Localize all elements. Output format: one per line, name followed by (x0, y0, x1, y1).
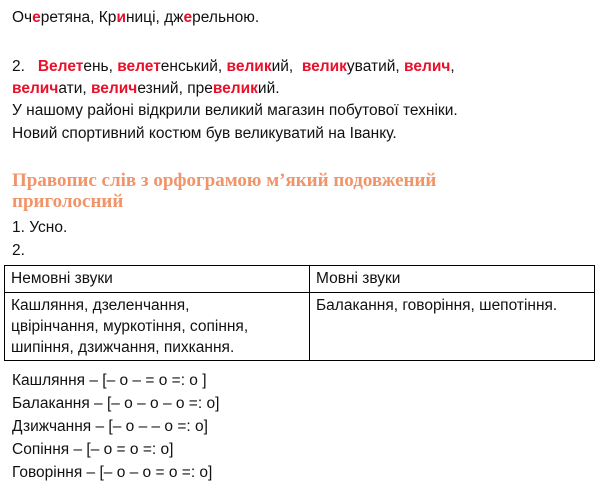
text-line-3 (12, 79, 280, 99)
sentence-1: У нашому районі відкрили великий магазин побутової техніки. (12, 102, 458, 119)
scheme-line: Дзижчання – [– о – – о =: о] (12, 418, 208, 435)
word-part: езний, пре (137, 80, 213, 97)
scheme-line: Сопіння – [– о = о =: о] (12, 441, 174, 458)
highlighted-root: велик (226, 58, 272, 75)
section-heading: Правопис слів з орфограмою м’який подовжений приголосний (12, 170, 437, 212)
table-row (5, 293, 595, 361)
scheme-line: Кашляння – [– о – = о =: о ] (12, 372, 207, 389)
highlighted-root: велик (301, 58, 347, 75)
text-line-1: Очеретяна, Криниці, джерельною. (12, 9, 260, 26)
highlighted-root: велик (212, 80, 258, 97)
cell-line: цвірінчання, муркотіння, сопіння, (11, 318, 249, 335)
word-part: ень, (83, 58, 118, 75)
word-list (12, 80, 280, 97)
cell-line: Кашляння, дзеленчання, (11, 297, 190, 314)
word-part: ий, (271, 58, 302, 75)
cell-nonspeech-words (5, 293, 310, 361)
highlighted-root: велич (12, 80, 59, 97)
task-2: 2. (12, 242, 25, 259)
word-part: ий. (257, 80, 280, 97)
cell-line: Балакання, говоріння, шепотіння. (316, 297, 558, 314)
header-nonspeech-sounds: Немовні звуки (5, 266, 310, 293)
sentence-2: Новий спортивний костюм був великуватий на Іванку. (12, 125, 397, 142)
word-part: ати, (58, 80, 91, 97)
cell-line: шипіння, дзижчання, пихкання. (11, 339, 235, 356)
text-line-2 (12, 57, 455, 77)
word-list (38, 58, 455, 75)
word-part: , (450, 58, 455, 75)
task-1: 1. Усно. (12, 219, 68, 236)
highlighted-root: велич (404, 58, 451, 75)
table-header-row (5, 266, 595, 293)
scheme-line: Балакання – [– о – о – о =: о] (12, 395, 220, 412)
item-number: 2. (12, 58, 34, 75)
word-part: енський, (160, 58, 227, 75)
header-speech-sounds: Мовні звуки (310, 266, 595, 293)
word-part: уватий, (346, 58, 405, 75)
scheme-line: Говоріння – [– о – о = о =: о] (12, 464, 213, 481)
highlighted-root: велет (117, 58, 161, 75)
highlighted-root: Велет (37, 58, 84, 75)
cell-speech-words (310, 293, 595, 361)
sounds-table (4, 265, 595, 361)
highlighted-root: велич (90, 80, 138, 97)
